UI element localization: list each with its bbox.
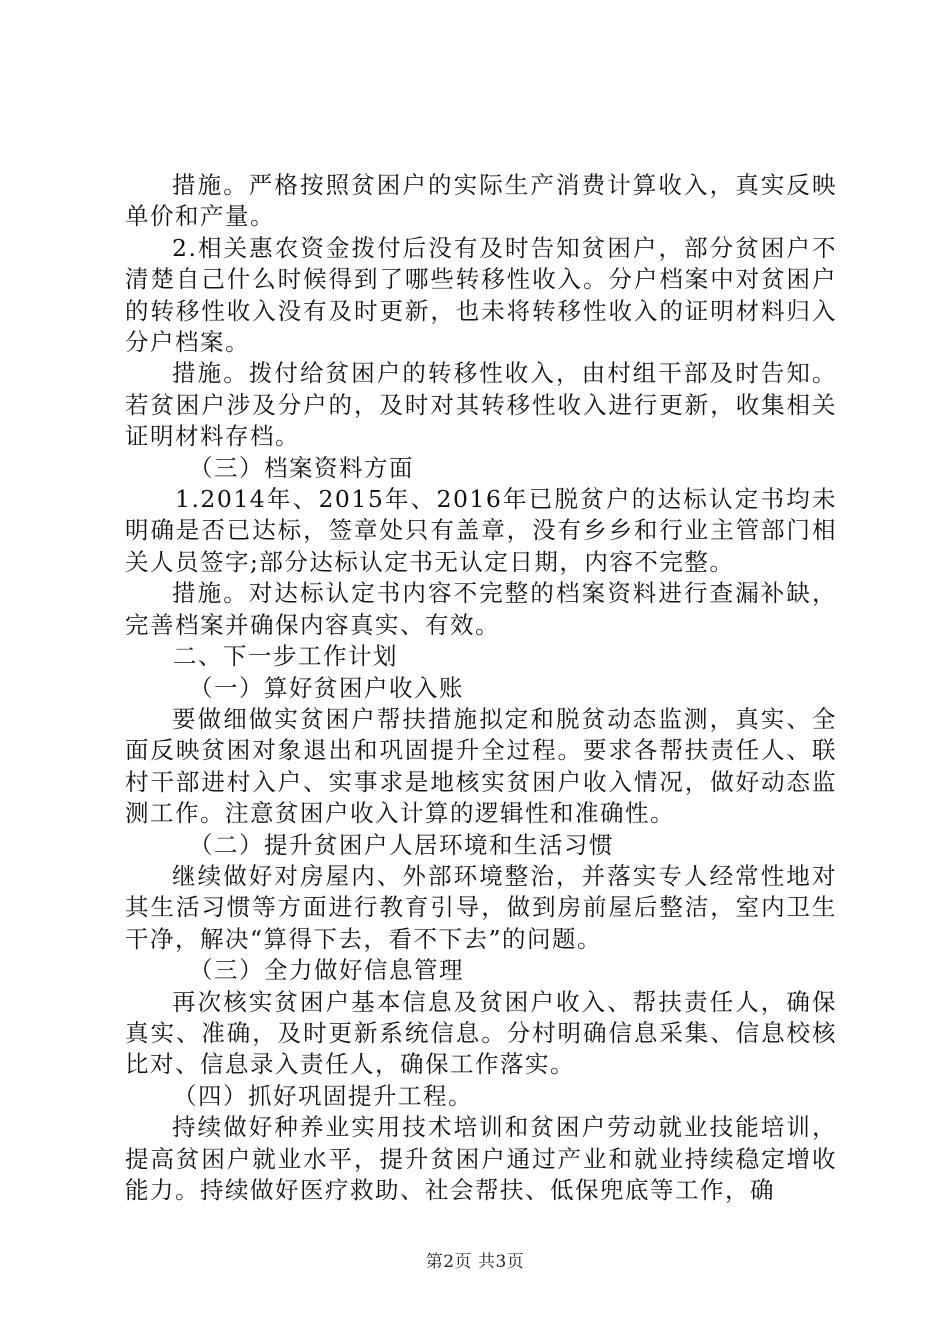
paragraph-3: 措施。拨付给贫困户的转移性收入，由村组干部及时告知。若贫困户涉及分户的，及时对其转移性收入进行更新，收集相关证明材料存档。 bbox=[125, 359, 837, 451]
paragraph-6: 措施。对达标认定书内容不完整的档案资料进行查漏补缺，完善档案并确保内容真实、有效。 bbox=[125, 579, 837, 639]
paragraph-9: 要做细做实贫困户帮扶措施拟定和脱贫动态监测，真实、全面反映贫困对象退出和巩固提升全过程。要求各帮扶责任人、联村干部进村入户、实事求是地核实贫困户收入情况，做好动态监测工作。注意贫困户收入计算的逻辑性和准确性。 bbox=[125, 704, 837, 828]
paragraph-2: 2.相关惠农资金拨付后没有及时告知贫困户，部分贫困户不清楚自己什么时候得到了哪些转移性收入。分户档案中对贫困户的转移性收入没有及时更新，也未将转移性收入的证明材料归入分户档案。 bbox=[125, 233, 837, 357]
paragraph-13: 再次核实贫困户基本信息及贫困户收入、帮扶责任人，确保真实、准确，及时更新系统信息。分村明确信息采集、信息校核比对、信息录入责任人，确保工作落实。 bbox=[125, 987, 837, 1079]
section-heading-archives: （三）档案资料方面 bbox=[189, 453, 414, 482]
section-heading-next-steps: 二、下一步工作计划 bbox=[173, 642, 398, 671]
subheading-environment: （二）提升贫困户人居环境和生活习惯 bbox=[189, 830, 614, 859]
paragraph-5: 1.2014年、2015年、2016年已脱贫户的达标认定书均未明确是否已达标，签章处只有盖章，没有乡乡和行业主管部门相关人员签字;部分达标认定书无认定日期，内容不完整。 bbox=[125, 485, 837, 576]
subheading-consolidation: （四）抓好巩固提升工程。 bbox=[173, 1081, 473, 1110]
subheading-info-management: （三）全力做好信息管理 bbox=[189, 956, 464, 985]
subheading-income: （一）算好贫困户收入账 bbox=[189, 673, 464, 702]
paragraph-15: 持续做好种养业实用技术培训和贫困户劳动就业技能培训，提高贫困户就业水平，提升贫困户通过产业和就业持续稳定增收能力。持续做好医疗救助、社会帮扶、低保兜底等工作，确 bbox=[125, 1113, 837, 1204]
paragraph-1: 措施。严格按照贫困户的实际生产消费计算收入，真实反映单价和产量。 bbox=[125, 171, 837, 231]
document-body bbox=[125, 170, 837, 1206]
paragraph-11: 继续做好对房屋内、外部环境整治，并落实专人经常性地对其生活习惯等方面进行教育引导，做到房前屋后整洁，室内卫生干净，解决“算得下去，看不下去”的问题。 bbox=[125, 861, 837, 953]
page-footer: 第2页 共3页 bbox=[425, 1252, 525, 1272]
